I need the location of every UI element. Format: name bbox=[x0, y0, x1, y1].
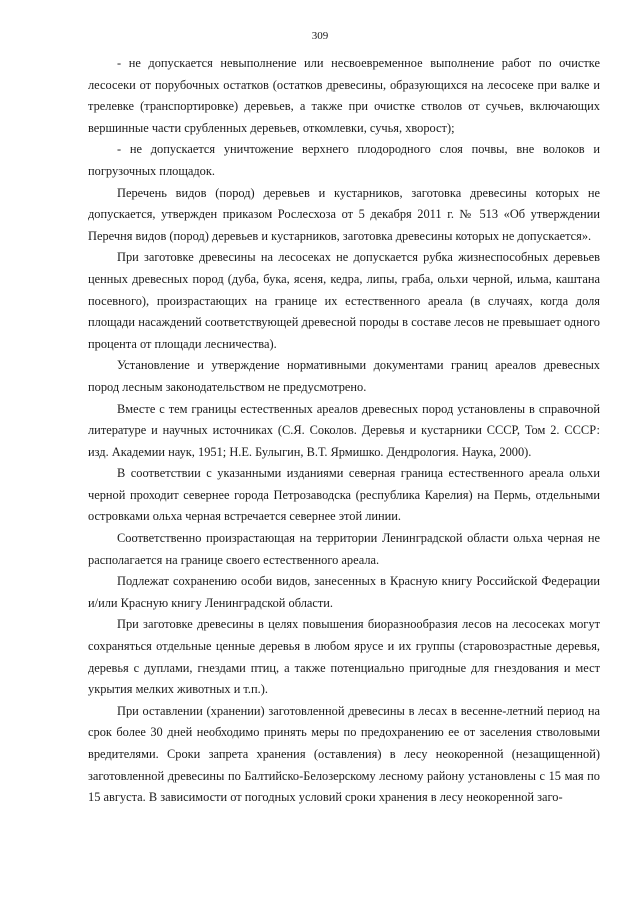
paragraph: Перечень видов (пород) деревьев и кустарников, заготовка древесины которых не допускается, утвержден приказом Рослесхоза от 5 декабря 2011 г. № 513 «Об утверждении Перечня видов (пород) деревьев и кустарников, заготовка древесины которых не допускается». bbox=[88, 185, 600, 243]
paragraph: При заготовке древесины на лесосеках не допускается рубка жизнеспособных деревьев ценных древесных пород (дуба, бука, ясеня, кедра, липы, граба, ольхи черной, ильма, каштана посевного), произрастающих на границе их естественного ареала (в случаях, когда доля площади насаждений соответствующей древесной породы в составе лесов не превышает одного процента от площади лесничества). bbox=[88, 250, 600, 351]
paragraph: - не допускается невыполнение или несвоевременное выполнение работ по очистке лесосеки от порубочных остатков (остатков древесины, образующихся на лесосеке при валке и трелевке (транспортировке) деревьев, а также при очистке стволов от сучьев, включающих вершинные части срубленных деревьев, откомлевки, сучья, хворост); bbox=[88, 56, 600, 135]
paragraph: Подлежат сохранению особи видов, занесенных в Красную книгу Российской Федерации и/или Красную книгу Ленинградской области. bbox=[88, 574, 600, 610]
page-number: 309 bbox=[311, 30, 329, 42]
page-body bbox=[88, 53, 600, 809]
paragraph: При заготовке древесины в целях повышения биоразнообразия лесов на лесосеках могут сохраняться отдельные ценные деревья в любом ярусе и их группы (старовозрастные деревья, деревья с дуплами, гнездами птиц, а также потенциально пригодные для гнездования и мест укрытия мелких животных и т.п.). bbox=[88, 617, 600, 697]
paragraph: При оставлении (хранении) заготовленной древесины в лесах в весенне-летний период на срок более 30 дней необходимо принять меры по предохранению ее от заселения стволовыми вредителями. Сроки запрета хранения (оставления) в лесу неокоренной (незащищенной) заготовленной древесины по Балтийско-Белозерскому лесному району установлены с 15 мая по 15 августа. В зависимости от погодных условий сроки хранения в лесу неокоренной заго- bbox=[88, 703, 600, 805]
paragraph: В соответствии с указанными изданиями северная граница естественного ареала ольхи черной проходит севернее города Петрозаводска (республика Карелия) на Пермь, отдельными островками ольха черная встречается севернее этой линии. bbox=[88, 466, 600, 524]
paragraph: Соответственно произрастающая на территории Ленинградской области ольха черная не располагается на границе своего естественного ареала. bbox=[88, 531, 600, 567]
paragraph: - не допускается уничтожение верхнего плодородного слоя почвы, вне волоков и погрузочных площадок. bbox=[88, 142, 600, 178]
paragraph: Установление и утверждение нормативными документами границ ареалов древесных пород лесным законодательством не предусмотрено. bbox=[88, 358, 600, 394]
paragraph: Вместе с тем границы естественных ареалов древесных пород установлены в справочной литературе и научных источниках (С.Я. Соколов. Деревья и кустарники СССР, Том 2. СССР: изд. Академии наук, 1951; Н.Е. Булыгин, В.Т. Ярмишко. Дендрология. Наука, 2000). bbox=[88, 401, 600, 459]
